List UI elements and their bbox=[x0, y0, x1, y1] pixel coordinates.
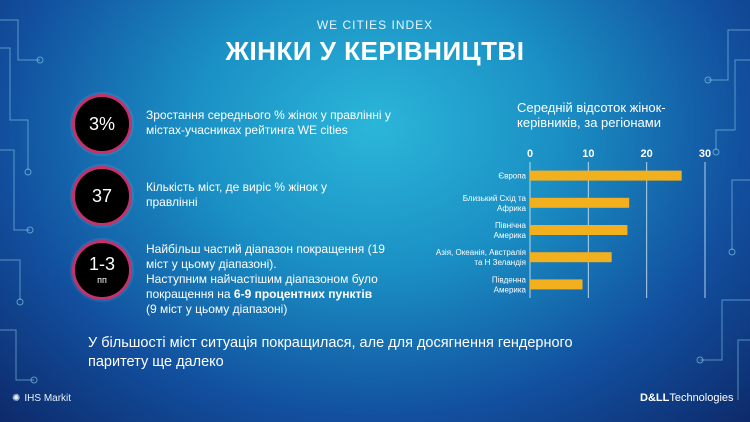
x-tick-label: 10 bbox=[582, 148, 595, 160]
bar bbox=[530, 171, 682, 181]
bar bbox=[530, 252, 612, 262]
dell-logo-mark: D&LL bbox=[640, 392, 670, 404]
stat-range-highlight: 6-9 процентних пунктів bbox=[233, 287, 373, 301]
ihs-logo bbox=[12, 393, 71, 404]
category-label: Південна bbox=[491, 275, 526, 285]
stat-unit-range: пп bbox=[97, 275, 107, 285]
stat-text-growth: Зростання середнього % жінок у правлінні у містах-учасниках рейтинга WE cities bbox=[146, 108, 391, 137]
stat-range-line1: Найбільш частий діапазон покращення (19 міст у цьому діапазоні). bbox=[146, 242, 385, 271]
category-label: та Н Зеландія bbox=[474, 258, 526, 268]
ihs-logo-text: IHS Markit bbox=[24, 393, 72, 404]
category-label: Азія, Океанія, Австралія bbox=[435, 248, 526, 258]
category-label: Північна bbox=[494, 221, 526, 230]
stat-text-cities: Кількість міст, де виріс % жінок у правлінні bbox=[146, 180, 328, 209]
bar bbox=[530, 198, 629, 208]
dell-logo bbox=[640, 392, 734, 404]
ihs-mark-icon: ✺ bbox=[12, 393, 21, 404]
conclusion-text: У більшості міст ситуація покращилася, але для досягнення гендерного паритету ще далеко bbox=[88, 335, 573, 370]
bar bbox=[530, 225, 627, 235]
stat-value-growth: 3% bbox=[88, 114, 115, 134]
stat-value-cities: 37 bbox=[91, 186, 113, 206]
category-label: Америка bbox=[493, 231, 526, 240]
chart-title: Середній відсоток жінок-керівників, за регіонами bbox=[517, 100, 666, 130]
header-kicker: WE CITIES INDEX bbox=[316, 18, 434, 32]
x-tick-label: 0 bbox=[526, 148, 534, 160]
category-label: Європа bbox=[498, 171, 526, 181]
stat-value-range: 1-3 bbox=[88, 254, 115, 274]
page-title: ЖІНКИ У КЕРІВНИЦТВІ bbox=[225, 36, 525, 66]
category-label: Америка bbox=[493, 285, 526, 295]
x-tick-label: 30 bbox=[698, 148, 712, 160]
bar bbox=[530, 279, 583, 289]
dell-logo-text: Technologies bbox=[669, 392, 734, 404]
category-label: Близький Схід та bbox=[462, 193, 526, 203]
category-label: Африка bbox=[496, 203, 526, 213]
x-tick-label: 20 bbox=[640, 148, 653, 160]
stat-range-line2: Наступним найчастішим діапазоном було покращення на 6-9 процентних пунктів (9 міст у цьому діапазоні) bbox=[146, 272, 378, 316]
